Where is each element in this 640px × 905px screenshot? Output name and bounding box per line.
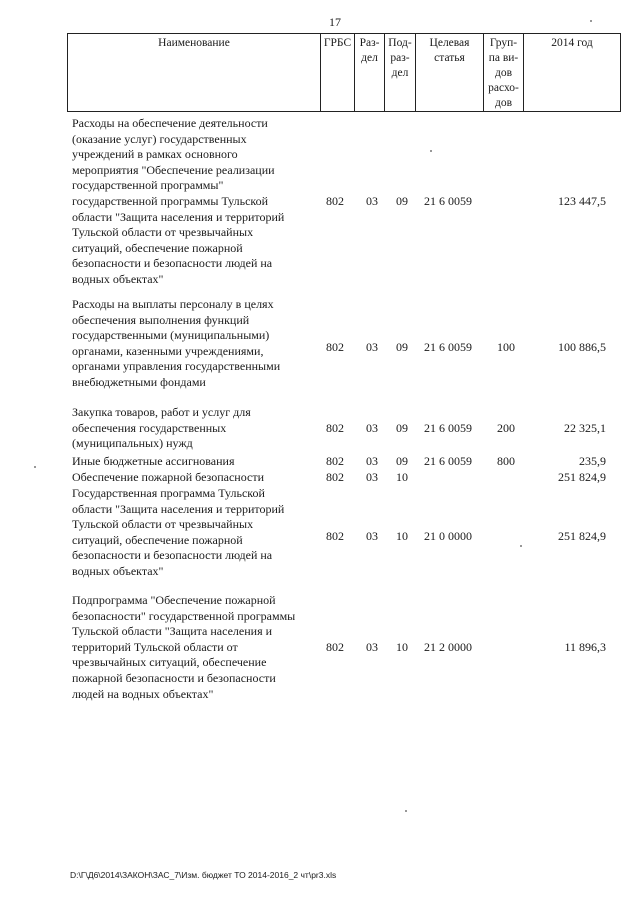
header-podrazdel: Под- раз- дел — [384, 34, 415, 111]
row-grbs: 802 — [326, 640, 344, 654]
row-razdel: 03 — [366, 421, 378, 435]
row-celevaya-statya: 21 6 0059 — [424, 340, 472, 354]
row-celevaya-statya: 21 6 0059 — [424, 454, 472, 468]
row-vid-rashodov: 800 — [497, 454, 515, 468]
footer-file-path: D:\Г\Д6\2014\ЗАКОН\ЗАС_7\Изм. бюджет ТО 2014-2016_2 чт\pr3.xls — [70, 870, 337, 880]
row-razdel: 03 — [366, 470, 378, 484]
scan-speck — [590, 20, 592, 22]
row-razdel: 03 — [366, 194, 378, 208]
table-header — [67, 33, 621, 112]
row-podrazdel: 09 — [396, 194, 408, 208]
row-amount: 123 447,5 — [558, 194, 606, 208]
scan-speck — [520, 545, 522, 547]
row-podrazdel: 10 — [396, 470, 408, 484]
header-celevaya-statya: Целевая статья — [415, 34, 483, 111]
row-razdel: 03 — [366, 454, 378, 468]
scan-speck — [405, 810, 407, 812]
row-name: Расходы на выплаты персоналу в целях обеспечения выполнения функций государственными (муниципальными) органами, казенными учреждениями, органами управления государственными внебюджетными фондами — [72, 297, 281, 389]
header-razdel: Раз- дел — [354, 34, 384, 111]
row-vid-rashodov: 100 — [497, 340, 515, 354]
row-amount: 22 325,1 — [564, 421, 606, 435]
row-amount: 100 886,5 — [558, 340, 606, 354]
scan-speck — [430, 150, 432, 152]
row-razdel: 03 — [366, 340, 378, 354]
row-razdel: 03 — [366, 529, 378, 543]
row-name: Обеспечение пожарной безопасности — [72, 470, 265, 484]
row-celevaya-statya: 21 0 0000 — [424, 529, 472, 543]
header-name: Наименование — [67, 34, 320, 111]
row-name: Подпрограмма "Обеспечение пожарной безопасности" государственной программы Тульской области "Защита населения и территорий Тульской области от чрезвычайных ситуаций, обеспечение пожарной безопасности и безопасности людей на водных объектах" — [72, 593, 296, 701]
row-name: Государственная программа Тульской области "Защита населения и территорий Тульской области от чрезвычайных ситуаций, обеспечение пожарной безопасности и безопасности людей на водных объектах" — [72, 486, 285, 578]
row-celevaya-statya: 21 2 0000 — [424, 640, 472, 654]
page-number: 17 — [329, 15, 341, 29]
row-celevaya-statya: 21 6 0059 — [424, 421, 472, 435]
row-name: Расходы на обеспечение деятельности (оказание услуг) государственных учреждений в рамках основного мероприятия "Обеспечение реализации государственной программы" государственной программы Тульской области "Защита населения и территорий Тульской области от чрезвычайных ситуаций, обеспечение пожарной безопасности и безопасности людей на водных объектах" — [72, 116, 285, 286]
row-amount: 235,9 — [579, 454, 606, 468]
scan-speck — [34, 466, 36, 468]
row-vid-rashodov: 200 — [497, 421, 515, 435]
row-podrazdel: 10 — [396, 640, 408, 654]
header-grbs: ГРБС — [320, 34, 354, 111]
row-podrazdel: 09 — [396, 421, 408, 435]
row-podrazdel: 09 — [396, 340, 408, 354]
row-podrazdel: 10 — [396, 529, 408, 543]
row-name: Иные бюджетные ассигнования — [72, 454, 235, 468]
row-grbs: 802 — [326, 194, 344, 208]
row-grbs: 802 — [326, 529, 344, 543]
row-grbs: 802 — [326, 454, 344, 468]
row-amount: 251 824,9 — [558, 529, 606, 543]
row-amount: 251 824,9 — [558, 470, 606, 484]
row-celevaya-statya: 21 6 0059 — [424, 194, 472, 208]
header-gruppa-vidov: Груп- па ви- дов расхо- дов — [483, 34, 523, 111]
row-grbs: 802 — [326, 340, 344, 354]
row-grbs: 802 — [326, 470, 344, 484]
row-podrazdel: 09 — [396, 454, 408, 468]
header-year: 2014 год — [523, 34, 621, 111]
row-grbs: 802 — [326, 421, 344, 435]
row-razdel: 03 — [366, 640, 378, 654]
row-amount: 11 896,3 — [564, 640, 606, 654]
row-name: Закупка товаров, работ и услуг для обеспечения государственных (муниципальных) нужд — [72, 405, 251, 451]
